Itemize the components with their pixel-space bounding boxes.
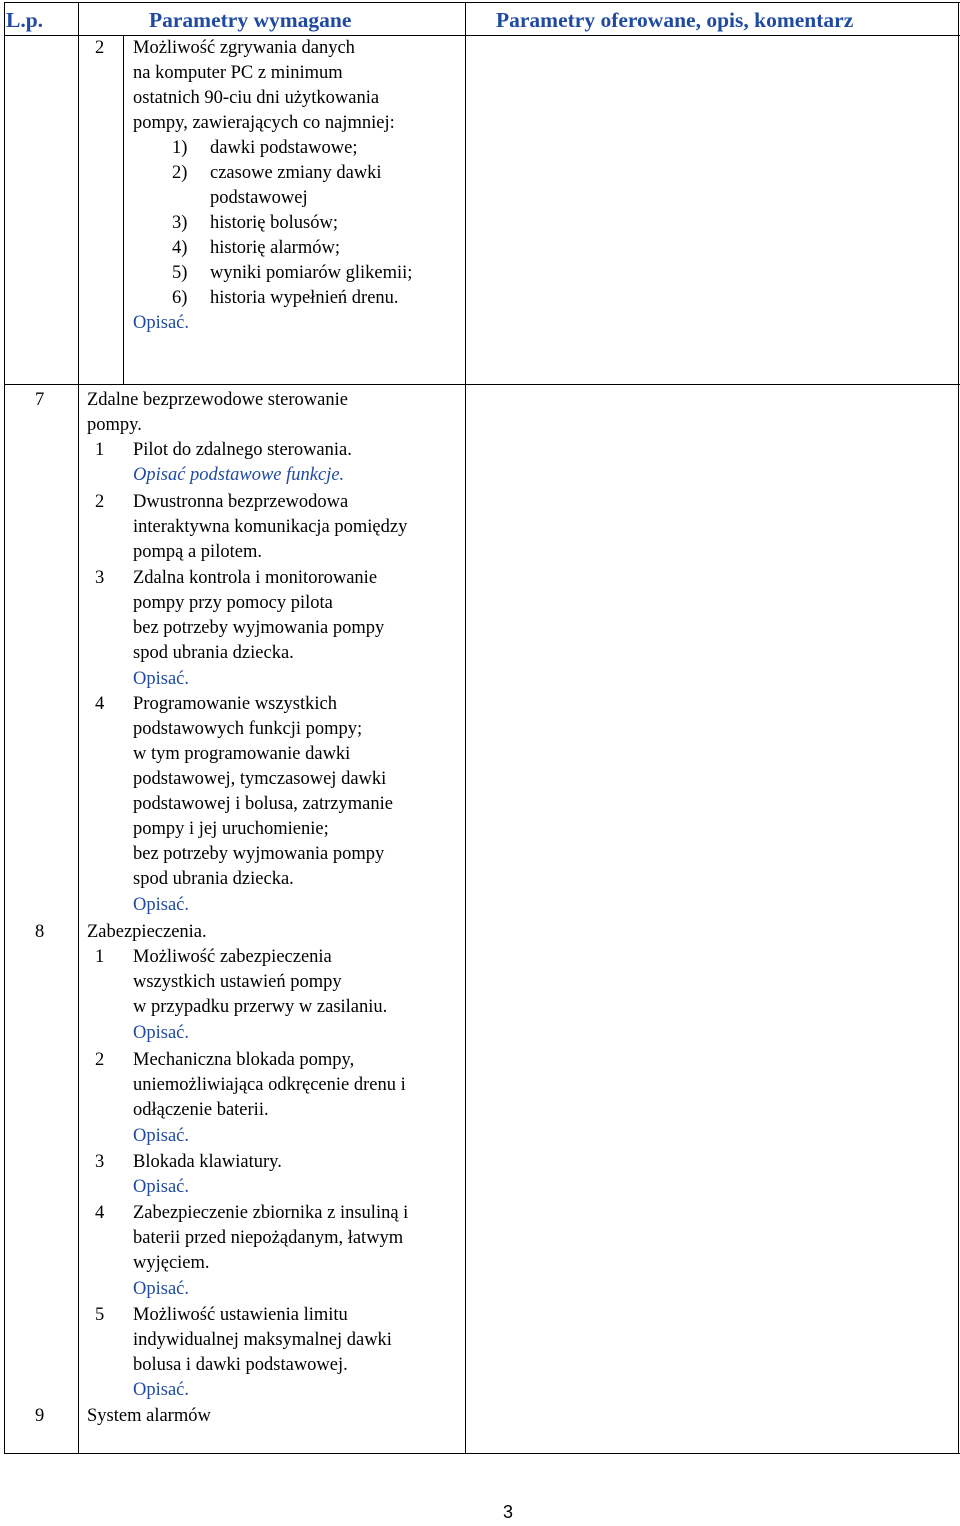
list-item-text: historię bolusów; — [210, 213, 338, 233]
item-text-line: pompą a pilotem. — [133, 542, 262, 562]
table-bottom-border — [4, 1453, 960, 1454]
list-item-text: czasowe zmiany dawki — [210, 163, 382, 183]
item-text-line: Zabezpieczenie zbiornika z insuliną i — [133, 1203, 409, 1223]
describe-instruction: Opisać. — [133, 1023, 189, 1043]
list-item-number: 1) — [172, 138, 188, 158]
section-number: 8 — [35, 922, 45, 942]
item-number: 2 — [95, 38, 105, 58]
list-item-text: wyniki pomiarów glikemii; — [210, 263, 413, 283]
describe-instruction: Opisać. — [133, 1279, 189, 1299]
header-lp: L.p. — [6, 8, 44, 32]
describe-instruction: Opisać. — [133, 1380, 189, 1400]
item-text-line: Możliwość zabezpieczenia — [133, 947, 332, 967]
list-item-text: historię alarmów; — [210, 238, 340, 258]
item-text-line: Blokada klawiatury. — [133, 1152, 282, 1172]
describe-instruction: Opisać. — [133, 1126, 189, 1146]
item-text-line: w tym programowanie dawki — [133, 744, 351, 764]
item-text-line: bez potrzeby wyjmowania pompy — [133, 618, 385, 638]
item-number: 4 — [95, 694, 105, 714]
item-text-line: baterii przed niepożądanym, łatwym — [133, 1228, 404, 1248]
describe-instruction: Opisać podstawowe funkcje. — [133, 465, 345, 485]
section-title: System alarmów — [87, 1406, 211, 1426]
item-number: 3 — [95, 568, 105, 588]
list-item-text: historia wypełnień drenu. — [210, 288, 399, 308]
item-text-line: odłączenie baterii. — [133, 1100, 269, 1120]
item-text-line: spod ubrania dziecka. — [133, 643, 294, 663]
item-text-line: indywidualnej maksymalnej dawki — [133, 1330, 392, 1350]
item-text-line: pompy przy pomocy pilota — [133, 593, 333, 613]
item-text-line: Możliwość zgrywania danych — [133, 38, 355, 58]
describe-instruction: Opisać. — [133, 1177, 189, 1197]
section-title: pompy. — [87, 415, 142, 435]
item-text-line: wyjęciem. — [133, 1253, 210, 1273]
subnumber-divider — [123, 35, 124, 385]
item-number: 2 — [95, 492, 105, 512]
list-item-text: podstawowej — [210, 188, 308, 208]
item-text-line: na komputer PC z minimum — [133, 63, 343, 83]
item-text-line: Dwustronna bezprzewodowa — [133, 492, 349, 512]
list-item-number: 6) — [172, 288, 188, 308]
describe-instruction: Opisać. — [133, 313, 189, 333]
item-text-line: podstawowych funkcji pompy; — [133, 719, 363, 739]
item-text-line: pompy, zawierających co najmniej: — [133, 113, 395, 133]
item-text-line: w przypadku przerwy w zasilaniu. — [133, 997, 388, 1017]
item-text-line: Zdalna kontrola i monitorowanie — [133, 568, 378, 588]
header-offered-params: Parametry oferowane, opis, komentarz — [496, 8, 854, 32]
item-text-line: Mechaniczna blokada pompy, — [133, 1050, 355, 1070]
table-top-border — [4, 2, 960, 3]
list-item-number: 3) — [172, 213, 188, 233]
item-number: 5 — [95, 1305, 105, 1325]
list-item-text: dawki podstawowe; — [210, 138, 358, 158]
item-text-line: Programowanie wszystkich — [133, 694, 337, 714]
column-divider-required — [465, 2, 466, 1454]
page-number: 3 — [503, 1502, 514, 1522]
item-text-line: Możliwość ustawienia limitu — [133, 1305, 348, 1325]
list-item-number: 2) — [172, 163, 188, 183]
item-number: 1 — [95, 947, 105, 967]
item-text-line: pompy i jej uruchomienie; — [133, 819, 329, 839]
column-divider-lp — [78, 2, 79, 1454]
item-text-line: interaktywna komunikacja pomiędzy — [133, 517, 408, 537]
item-text-line: ostatnich 90-ciu dni użytkowania — [133, 88, 380, 108]
item-number: 3 — [95, 1152, 105, 1172]
section-number: 9 — [35, 1406, 45, 1426]
item-number: 2 — [95, 1050, 105, 1070]
item-text-line: wszystkich ustawień pompy — [133, 972, 342, 992]
item-text-line: podstawowej i bolusa, zatrzymanie — [133, 794, 393, 814]
item-number: 1 — [95, 440, 105, 460]
section-title: Zabezpieczenia. — [87, 922, 207, 942]
item-text-line: podstawowej, tymczasowej dawki — [133, 769, 387, 789]
row-separator — [4, 384, 960, 385]
describe-instruction: Opisać. — [133, 669, 189, 689]
item-number: 4 — [95, 1203, 105, 1223]
list-item-number: 5) — [172, 263, 188, 283]
item-text-line: uniemożliwiająca odkręcenie drenu i — [133, 1075, 406, 1095]
table-right-border — [958, 2, 959, 1454]
item-text-line: Pilot do zdalnego sterowania. — [133, 440, 352, 460]
item-text-line: bez potrzeby wyjmowania pompy — [133, 844, 385, 864]
table-left-border — [4, 2, 5, 1454]
item-text-line: spod ubrania dziecka. — [133, 869, 294, 889]
item-text-line: bolusa i dawki podstawowej. — [133, 1355, 348, 1375]
section-title: Zdalne bezprzewodowe sterowanie — [87, 390, 348, 410]
list-item-number: 4) — [172, 238, 188, 258]
header-required-params: Parametry wymagane — [149, 8, 352, 32]
section-number: 7 — [35, 390, 45, 410]
describe-instruction: Opisać. — [133, 895, 189, 915]
